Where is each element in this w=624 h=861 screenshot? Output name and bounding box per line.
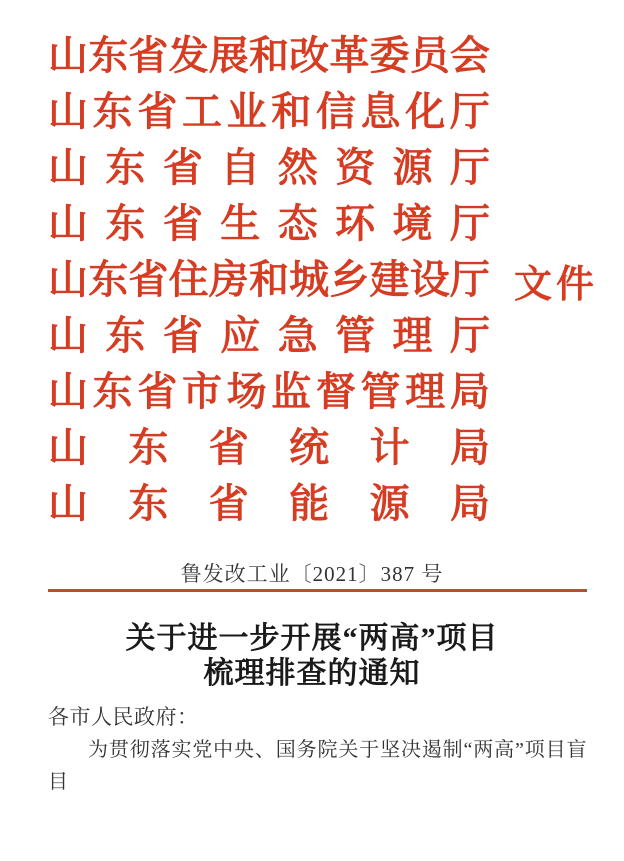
body-paragraph: 为贯彻落实党中央、国务院关于坚决遏制“两高”项目盲目 <box>48 739 587 793</box>
agency-line-housing-construction: 山 东 省 住 房 和 城 乡 建 设 厅 <box>48 257 490 302</box>
letterhead-document-word: 文件 <box>514 264 599 306</box>
agency-line-energy: 山 东 省 能 源 局 <box>48 481 490 526</box>
document-title <box>0 621 624 691</box>
document-title-line-2: 梳理排查的通知 <box>203 657 421 690</box>
agency-line-emergency-management: 山 东 省 应 急 管 理 厅 <box>48 313 490 358</box>
letterhead <box>48 28 599 532</box>
red-divider-line <box>48 589 587 592</box>
salutation: 各市人民政府： <box>48 705 199 729</box>
document-number: 鲁发改工业〔2021〕387 号 <box>180 562 444 586</box>
agency-line-natural-resources: 山 东 省 自 然 资 源 厅 <box>48 145 490 190</box>
agency-list <box>48 28 490 532</box>
document-title-line-1: 关于进一步开展“两高”项目 <box>125 622 499 655</box>
agency-line-market-regulation: 山 东 省 市 场 监 督 管 理 局 <box>48 369 490 414</box>
agency-line-statistics: 山 东 省 统 计 局 <box>48 425 490 470</box>
agency-line-ecology-environment: 山 东 省 生 态 环 境 厅 <box>48 201 490 246</box>
agency-line-development-reform: 山 东 省 发 展 和 改 革 委 员 会 <box>48 33 490 78</box>
agency-line-industry-it: 山 东 省 工 业 和 信 息 化 厅 <box>48 89 490 134</box>
